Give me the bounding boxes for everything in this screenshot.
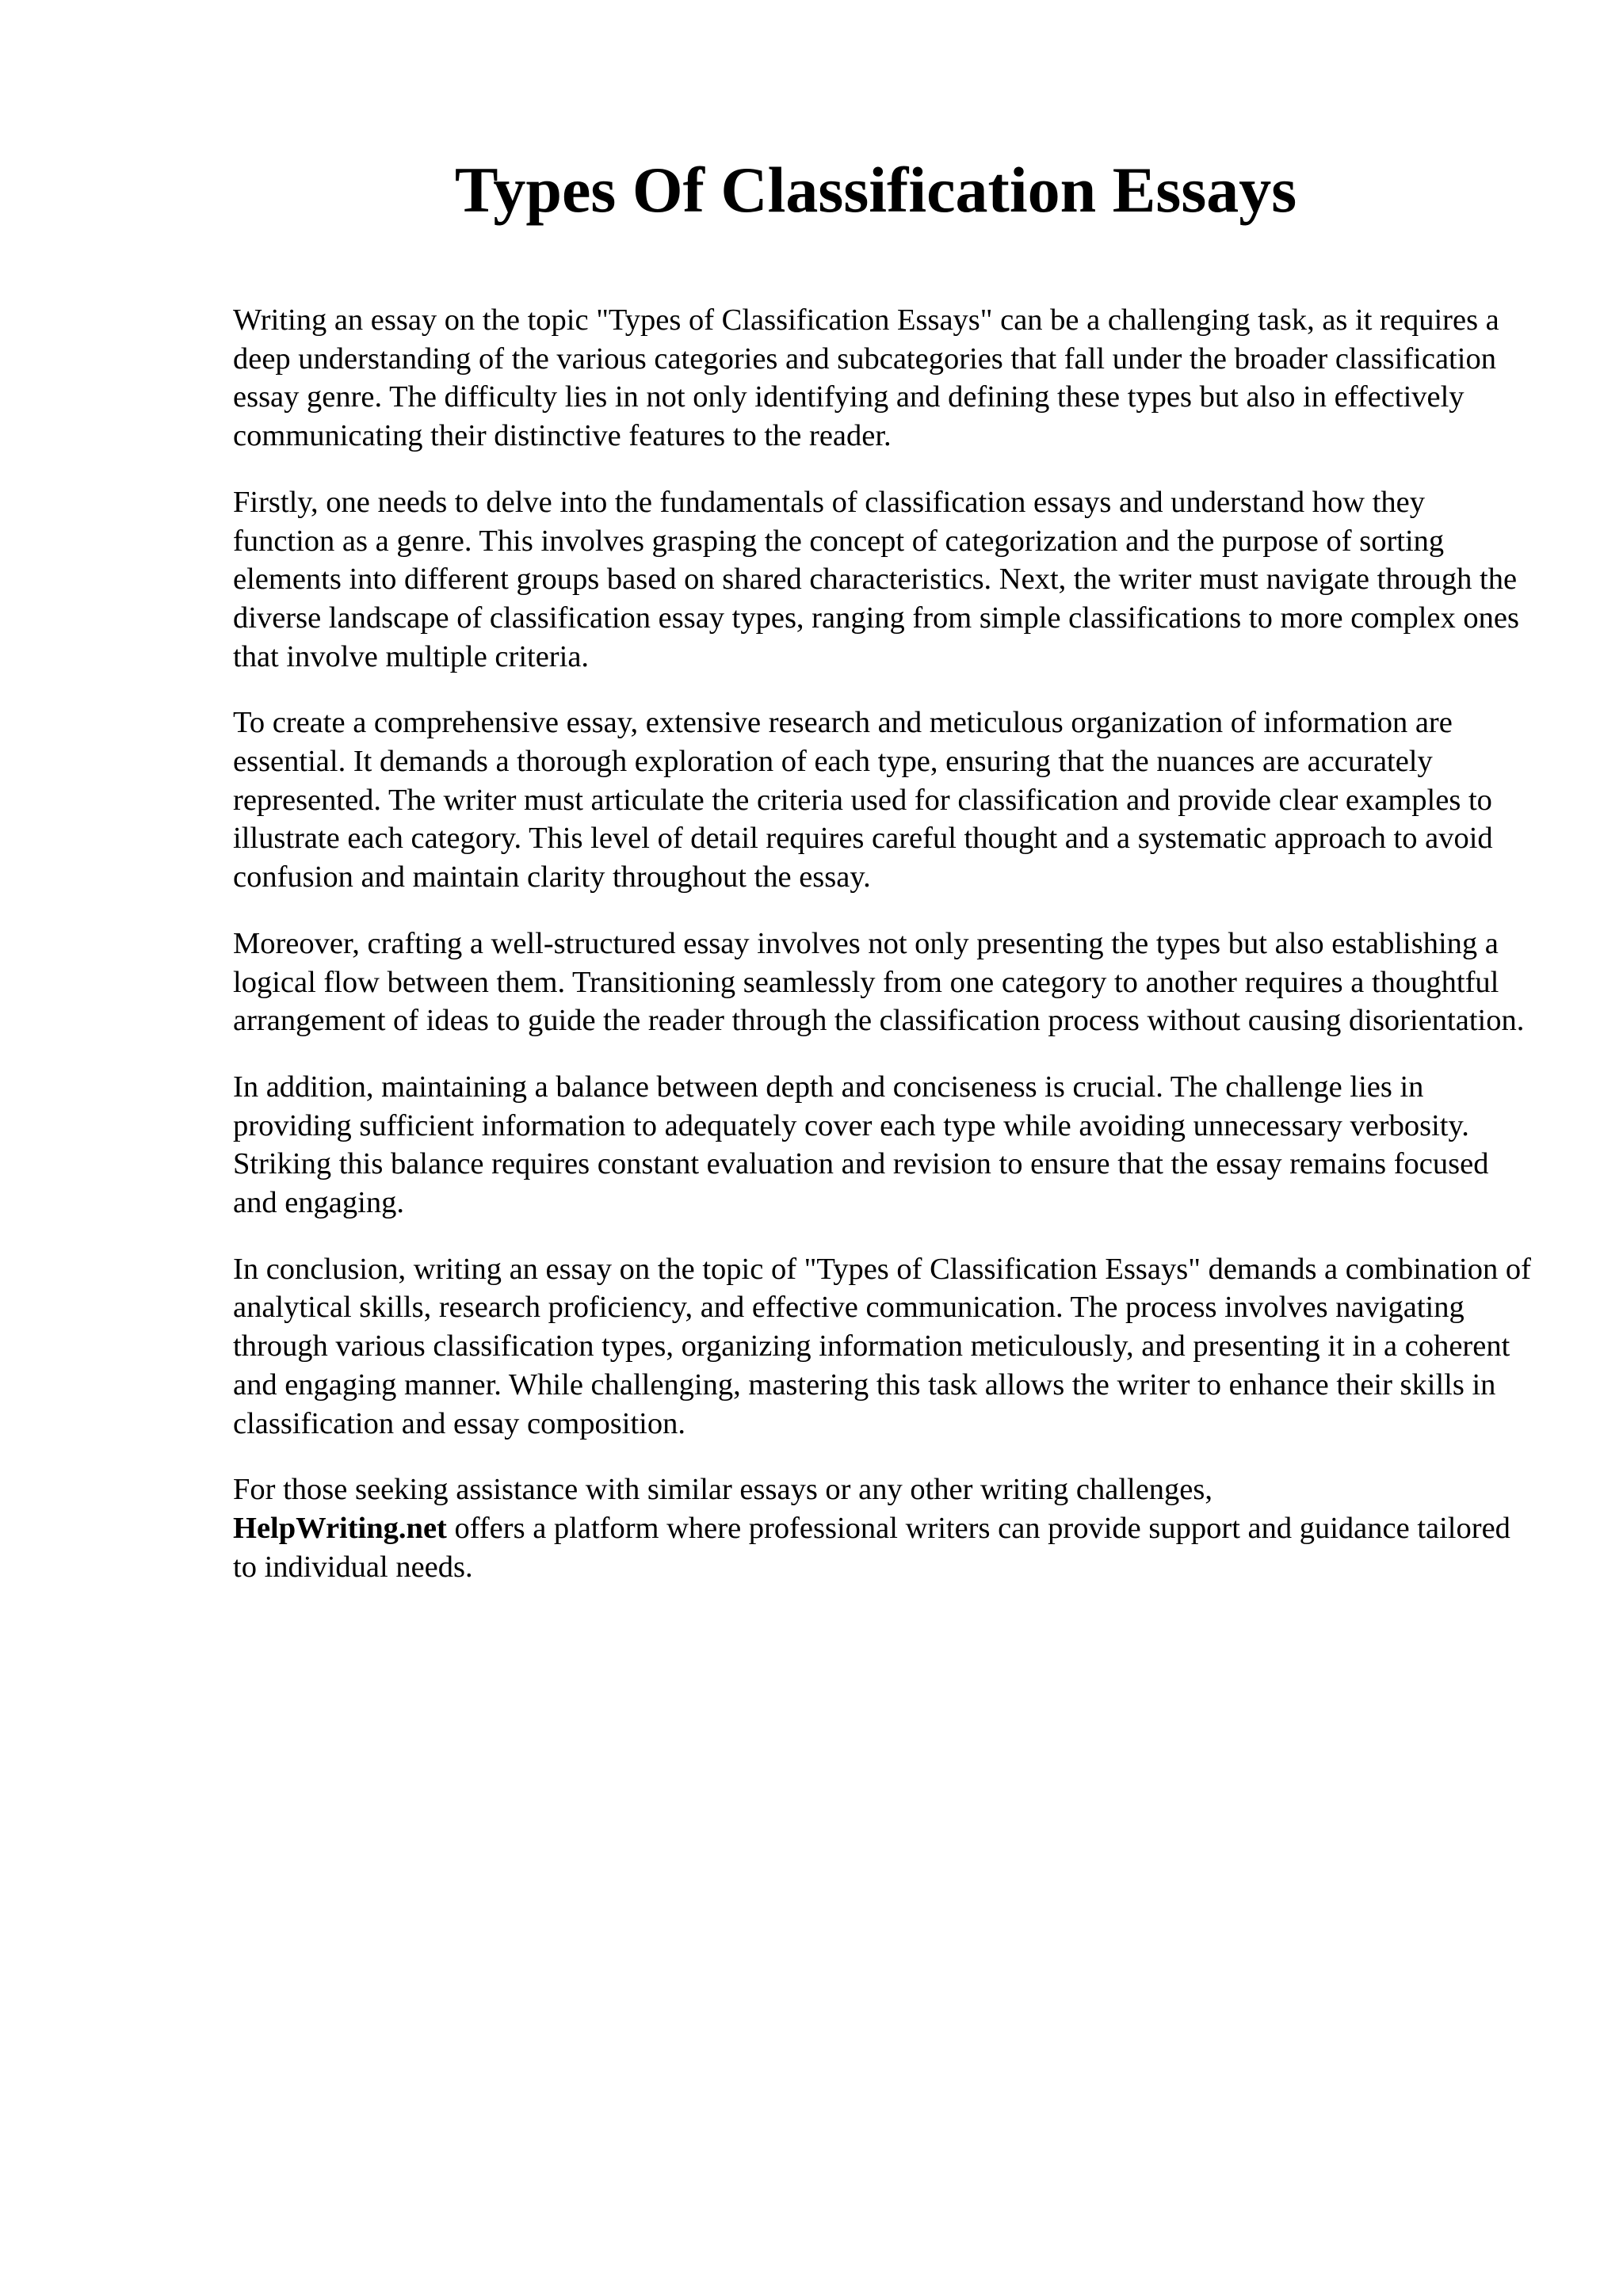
brand-link[interactable]: HelpWriting.net — [233, 1511, 447, 1545]
closing-intro-text: For those seeking assistance with similar essays or any other writing challenges, — [233, 1473, 1213, 1507]
paragraph-5: In addition, maintaining a balance between depth and conciseness is crucial. The challenge lies in providing sufficient information to adequately cover each type while avoiding unnecessary verbosity. Striking this balance requires constant evaluation and revision to ensure that the essay remains focused and engaging. — [233, 1070, 1489, 1220]
paragraph-6: In conclusion, writing an essay on the topic of "Types of Classification Essays" demands a combination of analytical skills, research proficiency, and effective communication. The process involves navigating through various classification types, organizing information meticulously, and presenting it in a coherent and engaging manner. While challenging, mastering this task allows the writer to enhance their skills in classification and essay composition. — [233, 1252, 1531, 1440]
paragraph-2: Firstly, one needs to delve into the fundamentals of classification essays and understand how they function as a genre. This involves grasping the concept of categorization and the purpose of sorting elements into different groups based on shared characteristics. Next, the writer must navigate through the diverse landscape of classification essay types, ranging from simple classifications to more complex ones that involve multiple criteria. — [233, 485, 1519, 673]
closing-rest-text: offers a platform where professional writers can provide support and guidance tailored to individual needs. — [233, 1511, 1510, 1584]
page-title: Types Of Classification Essays — [454, 154, 1297, 226]
paragraph-1: Writing an essay on the topic "Types of Classification Essays" can be a challenging task, as it requires a deep understanding of the various categories and subcategories that fall under the broader classification essay genre. The difficulty lies in not only identifying and defining these types but also in effectively communicating their distinctive features to the reader. — [233, 303, 1499, 453]
closing-paragraph — [233, 1470, 1533, 1586]
paragraph-3: To create a comprehensive essay, extensive research and meticulous organization of information are essential. It demands a thorough exploration of each type, ensuring that the nuances are accurately represented. The writer must articulate the criteria used for classification and provide clear examples to illustrate each category. This level of detail requires careful thought and a systematic approach to avoid confusion and maintain clarity throughout the essay. — [233, 706, 1493, 894]
document-body — [233, 301, 1533, 1614]
paragraph-4: Moreover, crafting a well-structured essay involves not only presenting the types but also establishing a logical flow between them. Transitioning seamlessly from one category to another requires a thoughtful arrangement of ideas to guide the reader through the classification process without causing disorientation. — [233, 926, 1525, 1038]
